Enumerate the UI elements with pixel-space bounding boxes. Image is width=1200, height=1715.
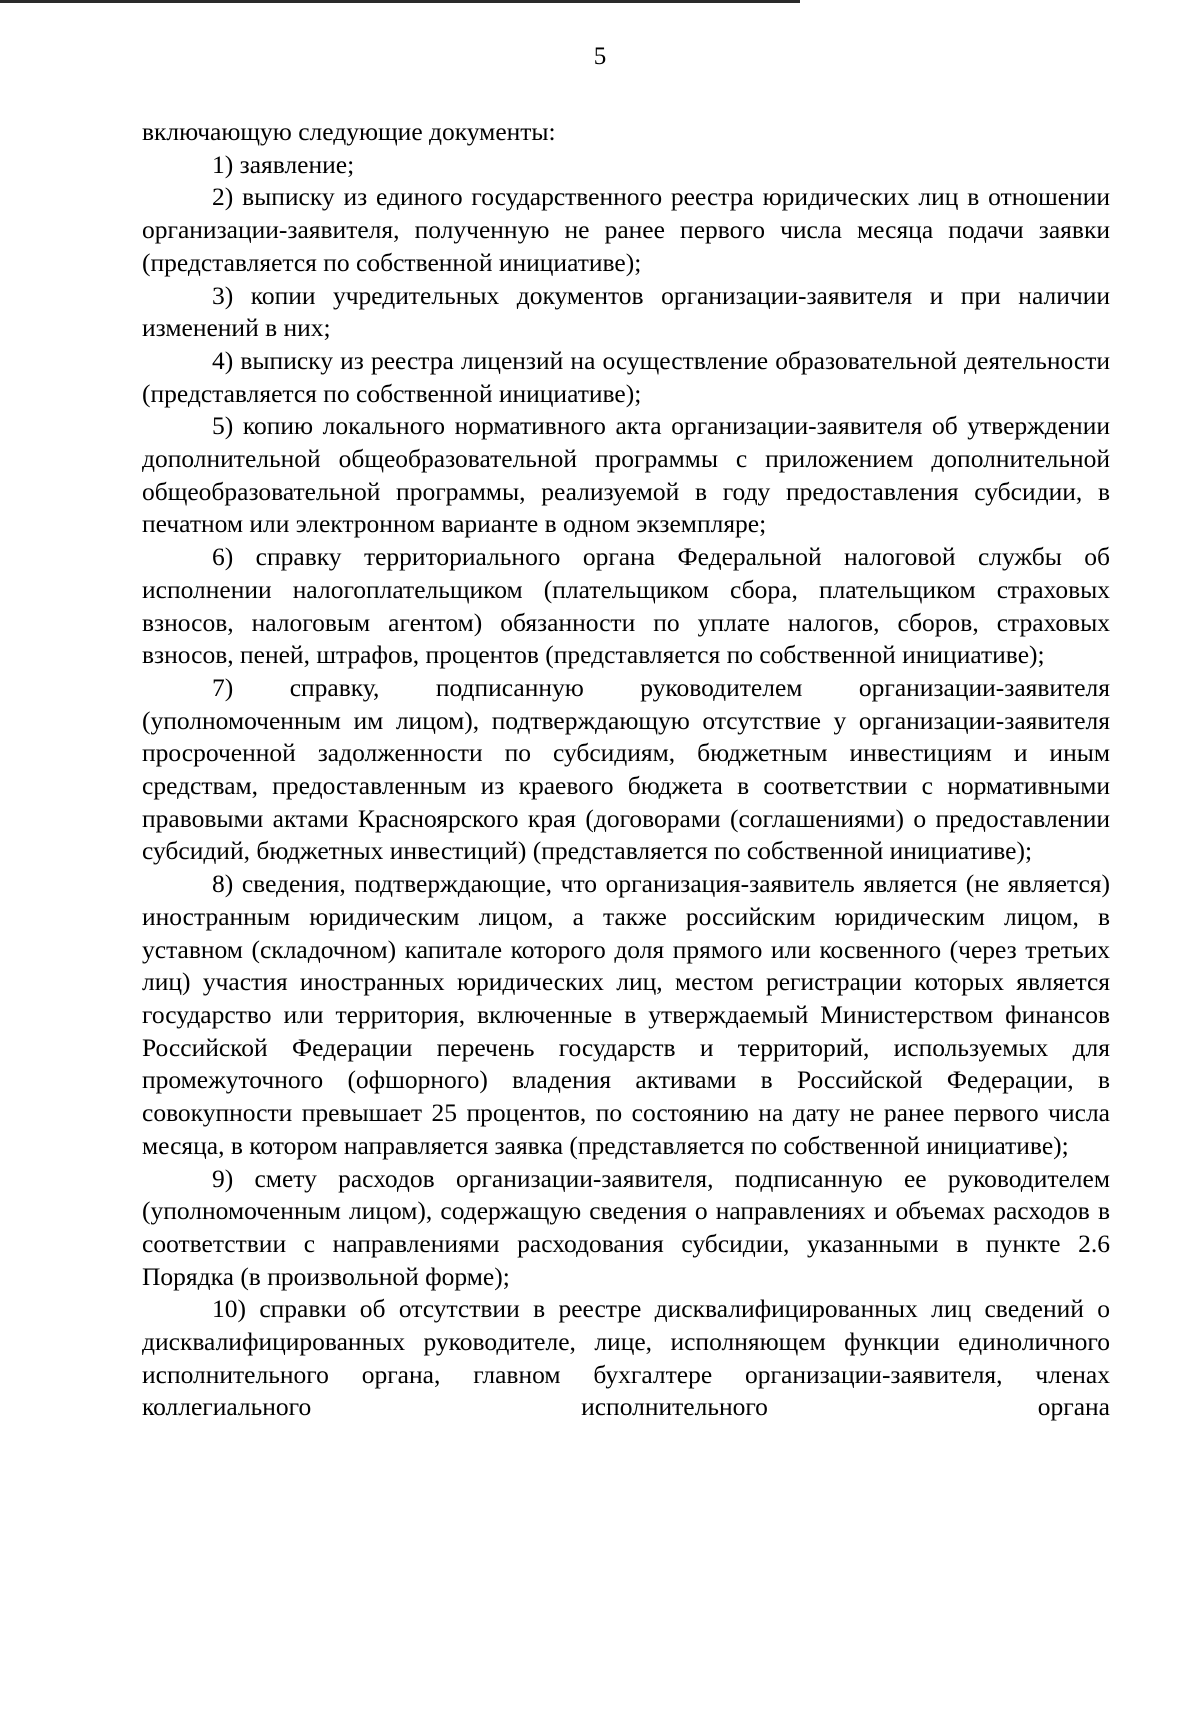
page-number: 5 (593, 43, 607, 70)
list-item-8: 8) сведения, подтверждающие, что организация-заявитель является (не является) иностранным юридическим лицом, а также российским юридическим лицом, в уставном (складочном) капитале которого доля прямого или косвенного (через третьих лиц) участия иностранных юридических лиц, местом регистрации которых является государство или территория, включенные в утверждаемый Министерством финансов Российской Федерации перечень государств и территорий, используемых для промежуточного (офшорного) владения активами в Российской Федерации, в совокупности превышает 25 процентов, по состоянию на дату не ранее первого числа месяца, в котором направляется заявка (представляется по собственной инициативе); (142, 869, 1110, 1160)
list-item-6: 6) справку территориального органа Федеральной налоговой службы об исполнении налогоплательщиком (плательщиком сбора, плательщиком страховых взносов, налоговым агентом) обязанности по уплате налогов, сборов, страховых взносов, пеней, штрафов, процентов (представляется по собственной инициативе); (142, 542, 1110, 670)
list-item-1: 1) заявление; (212, 149, 355, 179)
list-item-9: 9) смету расходов организации-заявителя, подписанную ее руководителем (уполномоченным лицом), содержащую сведения о направлениях и объемах расходов в соответствии с направлениями расходования субсидии, указанными в пункте 2.6 Порядка (в произвольной форме); (142, 1163, 1110, 1291)
scan-top-edge (0, 0, 800, 3)
document-body (142, 116, 1110, 1424)
list-item-3: 3) копии учредительных документов организации-заявителя и при наличии изменений в них; (142, 280, 1110, 343)
list-item-7: 7) справку, подписанную руководителем организации-заявителя (уполномоченным им лицом), подтверждающую отсутствие у организации-заявителя просроченной задолженности по субсидиям, бюджетным инвестициям и иным средствам, предоставленным из краевого бюджета в соответствии с нормативными правовыми актами Красноярского края (договорами (соглашениями) о предоставлении субсидий, бюджетных инвестиций) (представляется по собственной инициативе); (142, 672, 1110, 866)
list-item-10: 10) справки об отсутствии в реестре дисквалифицированных лиц сведений о дисквалифицированных руководителе, лице, исполняющем функции единоличного исполнительного органа, главном бухгалтере организации-заявителя, членах коллегиального исполнительного органа (142, 1294, 1110, 1422)
list-item-2: 2) выписку из единого государственного реестра юридических лиц в отношении организации-заявителя, полученную не ранее первого числа месяца подачи заявки (представляется по собственной инициативе); (142, 182, 1110, 277)
list-item-4: 4) выписку из реестра лицензий на осуществление образовательной деятельности (представляется по собственной инициативе); (142, 345, 1110, 408)
lead-paragraph: включающую следующие документы: (142, 117, 556, 146)
list-item-5: 5) копию локального нормативного акта организации-заявителя об утверждении дополнительной общеобразовательной программы с приложением дополнительной общеобразовательной программы, реализуемой в году предоставления субсидии, в печатном или электронном варианте в одном экземпляре; (142, 411, 1110, 539)
